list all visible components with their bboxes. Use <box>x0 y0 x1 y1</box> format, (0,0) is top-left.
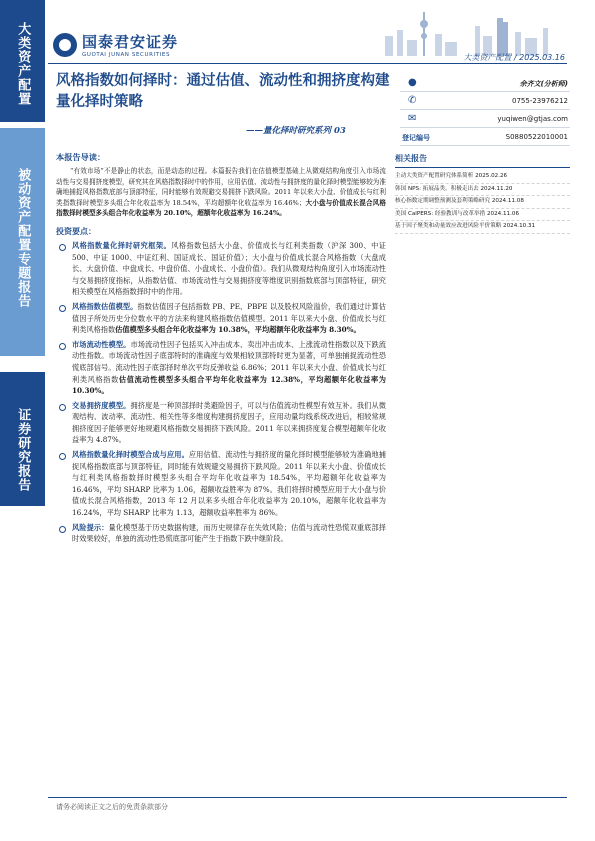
point-text: 拥挤度是一种顶部择时类避险因子，可以与估值流动性模型有效互补。我们从微观结构、波动率、流动性、相关性等多维度构建拥挤度因子，应用动量均线系统改进后，相较常规拥挤度因子能够更好地规避风格指数交易拥挤下跌风险。2011 年以来拥挤度复合模型超额年化收益率为 4.87%。 <box>72 400 386 445</box>
point-item <box>56 339 386 397</box>
point-text: 应用估值、流动性与拥挤度的量化择时模型能够较为准确地捕捉风格指数底部与顶部特征，同时能有效规避交易拥挤下跌风险。2011 年以来大小盘、价值成长与红利类风格指数择时模型多头组合平均年化收益率为 18.54%，平均超额年化收益率为 16.46%，平均 SHARP 比率为 1.06，超额收益胜率为 87%。我们将择时模型应用于大小盘与价值成长混合风格指数，2013 年 12 月以来多头组合年化收益率为 20.10%，超额年化收益率为 16.24%，平均 SHARP 比率为 1.13，超额收益率胜率为 86%。 <box>72 450 386 518</box>
point-text-bold: 估值模型多头组合年化收益率为 10.38%，平均超额年化收益率为 8.30%。 <box>115 325 361 335</box>
author-phone-row <box>400 92 570 110</box>
side-tab-label: 证券研究报告 <box>15 408 31 492</box>
brand-name-en: GUOTAI JUNAN SECURITIES <box>82 52 171 58</box>
side-tab-topic <box>0 128 45 356</box>
skyline-illustration <box>375 6 565 58</box>
author-phone: 0755-23976212 <box>512 97 568 105</box>
side-tab-label: 被动资产配置专题报告 <box>15 168 31 308</box>
point-item <box>56 449 386 519</box>
author-email[interactable]: yuqiwen@gtjas.com <box>497 115 568 123</box>
point-text: 量化模型基于历史数据构建，而历史规律存在失效风险；估值与流动性恐慌双重底部择时效果较好，单独的流动性恐慌底部可能产生于指数下跌中继阶段。 <box>72 522 386 544</box>
reg-number: S0880522010001 <box>505 133 568 141</box>
author-block <box>400 74 570 146</box>
person-icon: ● <box>408 77 417 88</box>
point-lead: 风险提示： <box>72 522 109 532</box>
author-name: 余齐文(分析师) <box>519 80 568 88</box>
author-email-row <box>400 110 570 128</box>
author-reg-row <box>400 128 570 146</box>
related-item[interactable]: 韩国 NPS: 拓展品类，积极走出去 2024.11.20 <box>395 184 570 197</box>
point-text: 风格指数包括大小盘、价值成长与红利类指数（沪深 300、中证 500、中证 1000、中证红利、国证成长、国证价值）；大小盘与价值成长混合风格指数（大盘成长、大盘价值、中盘成长、中盘价值、小盘成长、小盘价值）。我们从微观结构角度引入市场流动性与交易拥挤度指标，从指数估值、市场流动性与交易拥挤度等维度识别指数底部与顶部特征，研究相关模型在风格指数择时中的作用。 <box>72 240 386 297</box>
brand-name-cn: 国泰君安证券 <box>82 33 179 51</box>
series-label: ——量化择时研究系列 03 <box>246 126 346 136</box>
related-title: 相关报告 <box>395 153 570 168</box>
related-item[interactable]: 核心指数定期调整预测及套利策略研究 2024.11.08 <box>395 196 570 209</box>
point-item <box>56 400 386 446</box>
logo-icon <box>53 33 77 57</box>
related-item[interactable]: 美国 CalPERS: 经验教训与改革举措 2024.11.06 <box>395 209 570 222</box>
related-item[interactable]: 主动大类资产配置研究体系简析 2025.02.26 <box>395 171 570 184</box>
point-lead: 风格指数估值模型。 <box>72 301 138 311</box>
header-divider <box>48 63 567 64</box>
author-name-row <box>400 74 570 92</box>
point-text: 指数估值因子包括指数 PB、PE、PBPE 以及股权风险溢价，我们通过计算估值因子所处历史分位数水平的方法来构建风格指数估值模型。2011 年以来大小盘、价值成长与红利类风格指数 <box>72 301 386 335</box>
point-lead: 风格指数量化择时研究框架。 <box>72 240 172 250</box>
point-lead: 市场流动性模型。 <box>72 339 131 349</box>
side-tab-report-type <box>0 372 45 506</box>
point-text: 市场流动性因子包括买入冲击成本、卖出冲击成本、上涨流动性指数以及下跌流动性指数。市场流动性因子底部特时的准确度与效果相较顶部特时更为显著，可单独捕捉流动性恐慌底部信号。流动性因子底部择时单次平均反弹收益 6.86%；2011 年以来大小盘、价值成长与红利类风格指数 <box>72 339 386 384</box>
point-lead: 交易拥挤度模型。 <box>72 400 131 410</box>
header-date: 大类资产配置 / 2025.03.16 <box>463 53 565 62</box>
side-tab-category <box>0 0 45 122</box>
point-text-bold: 估值流动性模型多头组合平均年化收益率为 12.38%，平均超额年化收益率为 10.30%。 <box>72 374 386 396</box>
guide-text: “有效市场”不是静止的状态，而是动态的过程。本篇报告我们在估值模型基础上从微观结构角度引入市场流动性与交易拥挤度模型，研究其在风格指数择时中的作用，应用估值、流动性与拥挤度的量化择时模型能够较为准确地捕捉风格指数底部与顶部特征，同时能够有效规避交易拥挤下跌风险。2011 年以来大小盘、价值成长与红利类指数择时模型多头组合年化收益率为 18.54%，平均超额年化收益率为 16.46%； <box>56 167 386 207</box>
disclaimer-footer: 请务必阅读正文之后的免责条款部分 <box>56 803 168 811</box>
reg-label: 登记编号 <box>402 134 430 142</box>
point-item <box>56 240 386 298</box>
main-content <box>56 152 386 545</box>
report-title: 风格指数如何择时：通过估值、流动性和拥挤度构建量化择时策略 <box>56 72 390 110</box>
related-reports <box>395 153 570 234</box>
points-heading: 投资要点： <box>56 226 96 236</box>
point-item <box>56 301 386 336</box>
point-item <box>56 522 386 545</box>
side-tab-label: 大类资产配置 <box>15 22 31 106</box>
email-icon: ✉ <box>408 113 417 124</box>
guide-paragraph <box>56 166 386 219</box>
guide-heading: 本报告导读： <box>56 152 106 162</box>
footer-divider <box>48 797 567 798</box>
phone-icon: ✆ <box>408 95 417 106</box>
brand-logo <box>53 31 178 58</box>
guide-text-bold: 大小盘与价值成长混合风格指数择时模型多头组合年化收益率为 20.10%，超额年化收益率为 16.24%。 <box>56 198 386 218</box>
point-lead: 风格指数量化择时模型合成与应用。 <box>72 450 189 460</box>
related-item[interactable]: 基于因子聚类和动量效应改进风险平价策略 2024.10.31 <box>395 221 570 234</box>
